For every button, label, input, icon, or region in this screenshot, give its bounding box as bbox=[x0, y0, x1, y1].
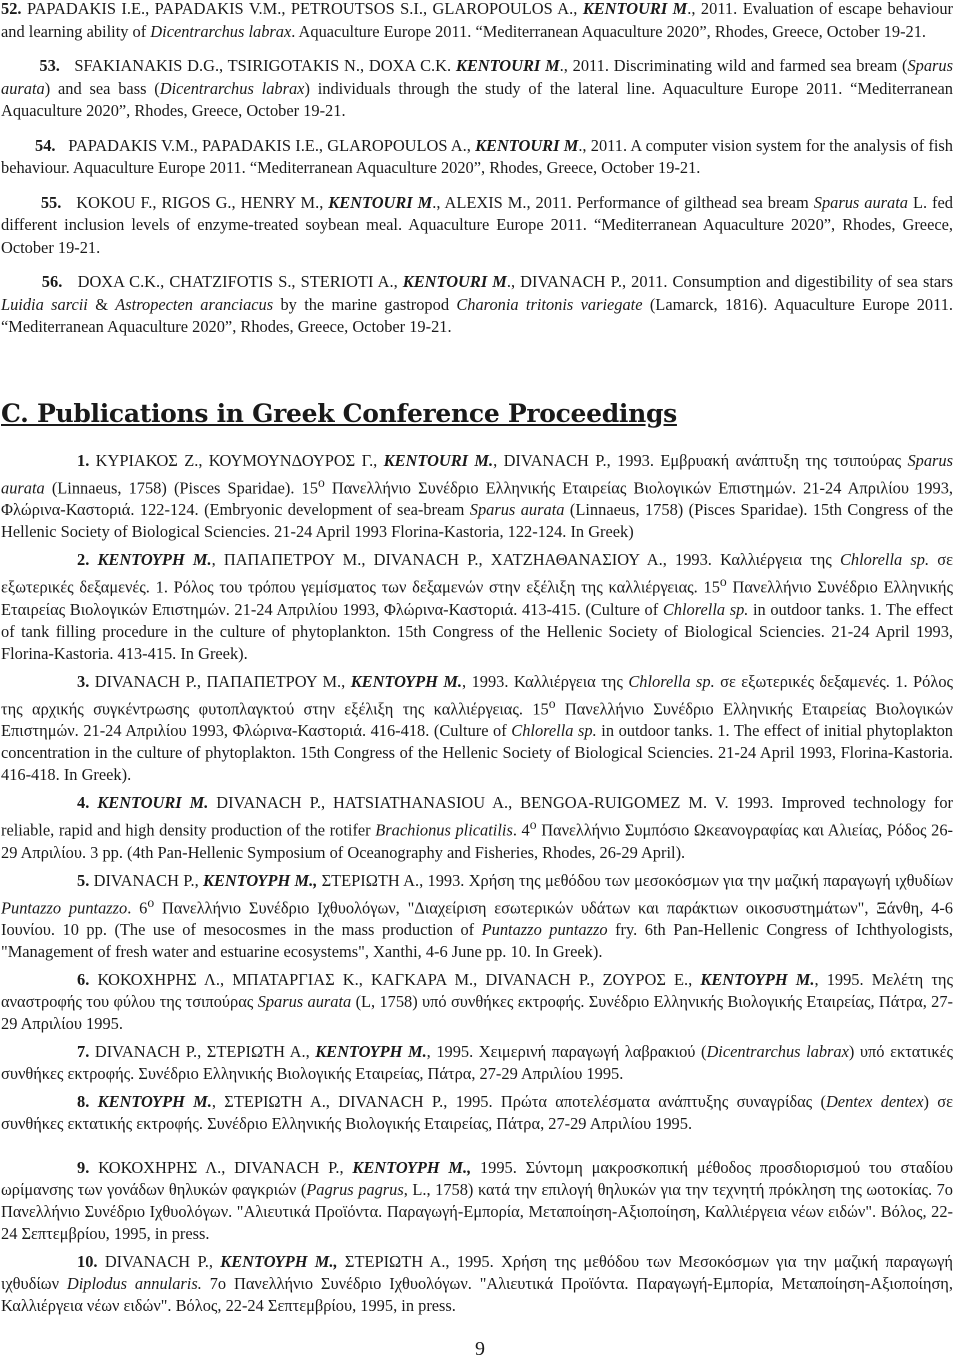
entry-year: , DIVANACH P., 1993. bbox=[493, 451, 654, 470]
entry-year: ., DIVANACH P., 2011. bbox=[506, 272, 668, 291]
entry-year: ., 2011. bbox=[687, 0, 738, 18]
species-name: Astropecten aranciacus bbox=[115, 294, 274, 314]
entry-text: fry. 6th Pan-Hellenic Congress of Ichthyologists, "Management of fresh water and estuarine ecosystems", Xanthi, 4-6 June pp. 10. In Greek). bbox=[1, 920, 953, 962]
entry-authors: ΚΥΡΙΑΚΟΣ Ζ., ΚΟΥΜΟΥΝΔΟΥΡΟΣ Γ., bbox=[95, 451, 384, 470]
ordinal-superscript: ο bbox=[548, 695, 556, 711]
entry-title: Χρήση της μεθόδου των Μεσοκόσμων για την μαζική παραγωγή ιχθυδίων bbox=[1, 1252, 953, 1294]
entry-title: Consumption and digestibility of sea stars bbox=[672, 272, 953, 291]
entry-text: in outdoor tanks. 1. The effect of tank filling procedure in the culture of phytoplankton. 15th Congress of the Hellenic Society of Biological Sciencies. 21-24 April 1993, Florina-Kastoria. 413-415. In Greek). bbox=[1, 599, 954, 663]
entry-text: ) σε συνθήκες εκτατικής εκτροφής. Συνέδριο Ελληνικής Βιολογικής Εταιρείας, Πάτρα, 27-29 Απριλίου 1995. bbox=[1, 1092, 953, 1134]
entry-text: . 4 bbox=[512, 820, 530, 840]
species-name: Diplodus annularis. bbox=[66, 1274, 202, 1294]
entry-venue: A computer vision system for the analysis of fish behaviour. Aquaculture Europe 2011. “Mediterranean Aquaculture 2020”, Rhodes, Greece, October 19-21. bbox=[1, 135, 953, 177]
greek-entry-5 bbox=[1, 870, 953, 963]
publication-entry-56 bbox=[1, 271, 953, 339]
entry-authors: KOKOU F., RIGOS G., HENRY M., bbox=[76, 192, 329, 212]
greek-entry-2 bbox=[1, 549, 953, 664]
entry-number: 53. bbox=[39, 56, 60, 75]
highlighted-author: KENTOURI M. bbox=[97, 793, 209, 813]
entry-text: Πανελλήνιο Συνέδριο Ιχθυολόγων, "Διαχείριση εσωτερικών υδάτων και παράκτιων οικοσυστημάτων", Ξάνθη, 4-6 Ιουνίου. 10 pp. (The use of mesocosmes in the mass production of bbox=[1, 898, 953, 940]
highlighted-author: ΚΕΝΤΟΥΡΗ Μ. bbox=[97, 1092, 212, 1112]
entry-venue: (Lamarck, 1816). Aquaculture Europe 2011. “Mediterranean Aquaculture 2020”, Rhodes, Greece, October 19-21. bbox=[1, 294, 953, 336]
entry-title: Evaluation of escape behaviour and learning ability of bbox=[1, 0, 953, 41]
greek-entry-1 bbox=[1, 450, 953, 543]
highlighted-author: ΚΕΝΤΟΥΡΗ Μ., bbox=[352, 1158, 472, 1178]
species-name: Charonia tritonis variegate bbox=[456, 294, 643, 314]
species-name: Sparus aurata bbox=[813, 192, 908, 212]
ordinal-superscript: ο bbox=[147, 894, 155, 910]
entry-authors: , ΣΤΕΡΙΩΤΗ Α., DIVANACH P., 1995. bbox=[211, 1092, 493, 1112]
entry-text: Πανελλήνιο Συμπόσιο Ωκεανογραφίας και Αλιείας, Ρόδος 26-29 Απριλίου. 3 pp. (4th Pan-Hellenic Symposium of Oceanography and Fisheries, Rhodes, 26-29 April). bbox=[1, 820, 954, 862]
entry-year: ΣΤΕΡΙΩΤΗ Α., 1995. bbox=[337, 1252, 494, 1272]
entry-text: (Linnaeus, 1758) (Pisces Sparidae). 15 bbox=[44, 478, 318, 498]
species-name: Sparus aurata bbox=[257, 992, 352, 1012]
species-name: Chlorella sp. bbox=[511, 721, 597, 741]
highlighted-author: ΚΕΝΤΟΥΡΗ Μ. bbox=[350, 671, 463, 691]
entry-title: Improved technology for reliable, rapid and high density production of the rotifer bbox=[1, 793, 954, 840]
publication-entry-53 bbox=[1, 55, 953, 123]
entry-number: 1. bbox=[77, 451, 90, 470]
entry-title-part: ) and sea bass ( bbox=[44, 78, 160, 98]
entry-number: 55. bbox=[40, 192, 62, 212]
entry-text: σε εξωτερικές δεξαμενές. 1. Ρόλος του τρόπου γεμίσματος των δεξαμενών στην εξέλιξη της καλλιέργειας. 15 bbox=[1, 550, 953, 597]
greek-entry-6 bbox=[1, 969, 953, 1035]
entry-title: Πρώτα αποτελέσματα ανάπτυξης συναγρίδας ( bbox=[500, 1092, 826, 1112]
entry-authors: ΚΟΚΟΧΗΡΗΣ Λ., ΜΠΑΤΑΡΓΙΑΣ Κ., ΚΑΓΚΑΡΑ Μ., DIVANACH P., ΖΟΥΡΟΣ Ε., bbox=[97, 970, 701, 990]
greek-entry-9 bbox=[1, 1157, 953, 1245]
entry-authors: DIVANACH P., bbox=[104, 1252, 221, 1272]
entry-venue: ) individuals through the study of the lateral line. Aquaculture Europe 2011. “Mediterranean Aquaculture 2020”, Rhodes, Greece, October 19-21. bbox=[1, 78, 953, 120]
species-name: Puntazzo puntazzo bbox=[481, 920, 608, 940]
entry-number: 56. bbox=[41, 272, 63, 291]
species-name: Sparus aurata bbox=[1, 451, 953, 498]
entry-text: , L., 1758) κατά την επιλογή θηλυκών για την τεχνητή πρόκληση της ωοτοκίας. 7ο Πανελλήνιο Συνέδριο Ιχθυολόγων. "Αλιευτικά Προϊόντα. Παραγωγή-Εμπορία, Μεταποίηση-Αξιοποίηση, Καλλιέργεια νέων ειδών". Βόλος, 22-24 Σεπτεμβρίου, 1995, in press. bbox=[1, 1180, 953, 1244]
highlighted-author: ΚΕΝΤΟΥΡΗ Μ. bbox=[97, 550, 212, 570]
entry-year: , 1993. bbox=[462, 671, 509, 691]
species-name: Dicentrarchus labrax bbox=[706, 1042, 849, 1062]
greek-entry-10 bbox=[1, 1251, 953, 1317]
entry-authors: DIVANACH P., ΣΤΕΡΙΩΤΗ Α., bbox=[94, 1042, 316, 1062]
entry-authors: SFAKIANAKIS D.G., TSIRIGOTAKIS N., DOXA C.K. bbox=[74, 56, 456, 75]
entry-text: (Linnaeus, 1758) (Pisces Sparidae). 15th Congress of the Hellenic Society of Biological Sciencies. 21-24 April 1993 Florina-Kastoria, 122-124. In Greek) bbox=[1, 500, 953, 542]
entry-number: 3. bbox=[77, 671, 90, 691]
entry-number: 6. bbox=[77, 970, 90, 990]
entry-number: 7. bbox=[77, 1042, 90, 1062]
highlighted-author: KENTOURI M bbox=[328, 192, 433, 212]
entry-number: 5. bbox=[77, 870, 90, 890]
entry-year: ΣΤΕΡΙΩΤΗ Α., 1993. bbox=[317, 870, 465, 890]
highlighted-author: KENTOURI M bbox=[475, 135, 579, 155]
entry-number: 9. bbox=[77, 1158, 90, 1178]
entry-authors: PAPADAKIS I.E., PAPADAKIS V.M., PETROUTSOS S.I., GLAROPOULOS A., bbox=[26, 0, 583, 18]
entry-title-part: by the marine gastropod bbox=[273, 294, 457, 314]
highlighted-author: KENTOURI M. bbox=[383, 451, 494, 470]
intl-proceedings-list bbox=[1, 0, 953, 351]
entry-text: σε εξωτερικές δεξαμενές. 1. Ρόλος της αρχικής συγκέντρωσης φυτοπλαγκτού στην εξέλιξη της καλλιέργειας. 15 bbox=[1, 671, 954, 719]
entry-venue: . Aquaculture Europe 2011. “Mediterranean Aquaculture 2020”, Rhodes, Greece, October 19-21. bbox=[291, 21, 927, 41]
ordinal-superscript: ο bbox=[719, 574, 727, 590]
entry-title: Σύντομη μακροσκοπική μέθοδος προσδιορισμού του σταδίου ωρίμανσης των γονάδων θηλυκών φαγκριών ( bbox=[1, 1158, 953, 1200]
species-name: Luidia sarcii bbox=[1, 294, 88, 314]
entry-text: . 6 bbox=[127, 898, 148, 918]
entry-title: Discriminating wild and farmed sea bream ( bbox=[613, 56, 908, 75]
entry-text: ) υπό εκτατικές συνθήκες εκτροφής. Συνέδριο Ελληνικής Βιολογικής Εταιρείας, Πάτρα, 27-29 Απριλίου 1995. bbox=[1, 1042, 954, 1084]
species-name: Sparus aurata bbox=[1, 56, 953, 98]
species-name: Chlorella sp. bbox=[628, 671, 715, 691]
entry-authors: DIVANACH P., bbox=[93, 870, 204, 890]
highlighted-author: ΚΕΝΤΟΥΡΗ Μ., bbox=[203, 870, 318, 890]
species-name: Brachionus plicatilis bbox=[375, 820, 513, 840]
entry-text: (L, 1758) υπό συνθήκες εκτροφής. Συνέδριο Ελληνικής Βιολογικής Εταιρείας, Πάτρα, 27-29 Απριλίου 1995. bbox=[1, 992, 953, 1034]
entry-title: Μελέτη της αναστροφής του φύλου της τσιπούρας bbox=[1, 970, 953, 1012]
entry-text: Πανελλήνιο Συνέδριο Ελληνικής Εταιρείας Βιολογικών Επιστημών. 21-24 Απριλίου 1993, Φλώρινα-Καστοριά. 122-124. (Embryonic development of sea-bream bbox=[1, 478, 953, 520]
entry-authors: ΚΟΚΟΧΗΡΗΣ Λ., DIVANACH P., bbox=[98, 1158, 353, 1178]
entry-text: Πανελλήνιο Συνέδριο Ελληνικής Εταιρείας Βιολογικών Επιστημών. 21-24 Απριλίου 1993, Φλώρινα-Καστοριά. 413-415. (Culture of bbox=[1, 577, 953, 619]
entry-authors: PAPADAKIS V.M., PAPADAKIS I.E., GLAROPOULOS A., bbox=[68, 135, 476, 155]
ordinal-superscript: ο bbox=[317, 475, 325, 490]
entry-title: Performance of gilthead sea bream bbox=[576, 192, 814, 212]
highlighted-author: KENTOURI M bbox=[455, 56, 560, 75]
entry-number: 52. bbox=[1, 0, 22, 18]
entry-text: 7ο Πανελλήνιο Συνέδριο Ιχθυολόγων. "Αλιευτικά Προϊόντα. Παραγωγή-Εμπορία, Μεταποίηση-Αξιοποίηση, Καλλιέργεια νέων ειδών". Βόλος, 22-24 Σεπτεμβρίου, 1995, in press. bbox=[1, 1274, 953, 1316]
greek-entry-3 bbox=[1, 671, 953, 786]
entry-year: 1995. bbox=[471, 1158, 517, 1178]
entry-number: 54. bbox=[35, 135, 56, 155]
publication-entry-52 bbox=[1, 0, 953, 43]
entry-title: Καλλιέργεια της bbox=[513, 671, 629, 691]
species-name: Dentex dentex bbox=[825, 1092, 924, 1112]
highlighted-author: ΚΕΝΤΟΥΡΗ Μ., bbox=[220, 1252, 338, 1272]
entry-year: ., 2011. bbox=[578, 135, 628, 155]
entry-title: Χειμερινή παραγωγή λαβρακιού ( bbox=[478, 1042, 707, 1062]
species-name: Dicentrarchus labrax bbox=[159, 78, 305, 98]
ordinal-superscript: ο bbox=[529, 817, 537, 833]
entry-year: ., ALEXIS M., 2011. bbox=[432, 192, 572, 212]
greek-proceedings-list bbox=[1, 450, 953, 1323]
species-name: Sparus aurata bbox=[469, 500, 565, 520]
highlighted-author: KENTOURI M bbox=[582, 0, 688, 18]
highlighted-author: ΚΕΝΤΟΥΡΗ Μ. bbox=[700, 970, 815, 990]
entry-authors: DOXA C.K., CHATZIFOTIS S., STERIOTI A., bbox=[77, 272, 403, 291]
entry-number: 4. bbox=[77, 793, 90, 813]
publication-entry-54 bbox=[1, 135, 953, 180]
entry-number: 2. bbox=[77, 550, 90, 570]
species-name: Chlorella sp. bbox=[839, 550, 930, 570]
entry-title: Εμβρυακή ανάπτυξη της τσιπούρας bbox=[660, 451, 908, 470]
highlighted-author: KENTOURI M bbox=[402, 272, 507, 291]
greek-entry-8 bbox=[1, 1091, 953, 1135]
entry-authors: DIVANACH P., ΠΑΠΑΠΕΤΡΟΥ Μ., bbox=[94, 671, 351, 691]
entry-authors: , ΠΑΠΑΠΕΤΡΟΥ Μ., DIVANACH P., ΧΑΤΖΗΑΘΑΝΑΣΙΟΥ Α., 1993. bbox=[211, 550, 712, 570]
entry-number: 8. bbox=[77, 1092, 90, 1112]
entry-title: Καλλιέργεια της bbox=[720, 550, 840, 570]
species-name: Pagrus pagrus bbox=[306, 1180, 404, 1200]
publication-entry-55 bbox=[1, 192, 953, 260]
entry-title: Χρήση της μεθόδου των μεσοκόσμων για την μαζική παραγωγή ιχθυδίων bbox=[468, 870, 953, 890]
section-heading: C. Publications in Greek Conference Proceedings bbox=[1, 399, 677, 428]
greek-entry-4 bbox=[1, 792, 953, 863]
greek-entry-7 bbox=[1, 1041, 953, 1085]
entry-text: in outdoor tanks. 1. The effect of initial phytoplakton concentration in the culture of phytoplakton. 15th Congress of the Hellenic Society of Biological Sciencies. 21-24 April 1993, Florina-Kastoria. 416-418. In Greek). bbox=[1, 721, 953, 785]
entry-year: ., 2011. bbox=[559, 56, 609, 75]
entry-text: Πανελλήνιο Συνέδριο Ελληνικής Εταιρείας Βιολογικών Επιστημών. 21-24 Απριλίου 1993, Φλώρινα-Καστοριά. 416-418. (Culture of bbox=[1, 699, 953, 741]
entry-title-part: & bbox=[87, 294, 116, 314]
species-name: Chlorella sp. bbox=[662, 599, 749, 619]
entry-year: , 1995. bbox=[814, 970, 864, 990]
species-name: Dicentrarchus labrax bbox=[150, 21, 292, 41]
entry-number: 10. bbox=[77, 1252, 98, 1272]
species-name: Puntazzo puntazzo bbox=[1, 898, 128, 918]
highlighted-author: ΚΕΝΤΟΥΡΗ Μ. bbox=[315, 1042, 427, 1062]
page-number: 9 bbox=[475, 1338, 485, 1360]
entry-venue: L. fed different inclusion levels of enzyme-treated soybean meal. Aquaculture Europe 2011. “Mediterranean Aquaculture 2020”, Rhodes, Greece, October 19-21. bbox=[1, 192, 953, 257]
entry-authors: DIVANACH P., HATSIATHANASIOU A., BENGOA-RUIGOMEZ M. V. 1993. bbox=[208, 793, 774, 813]
entry-year: , 1995. bbox=[426, 1042, 474, 1062]
